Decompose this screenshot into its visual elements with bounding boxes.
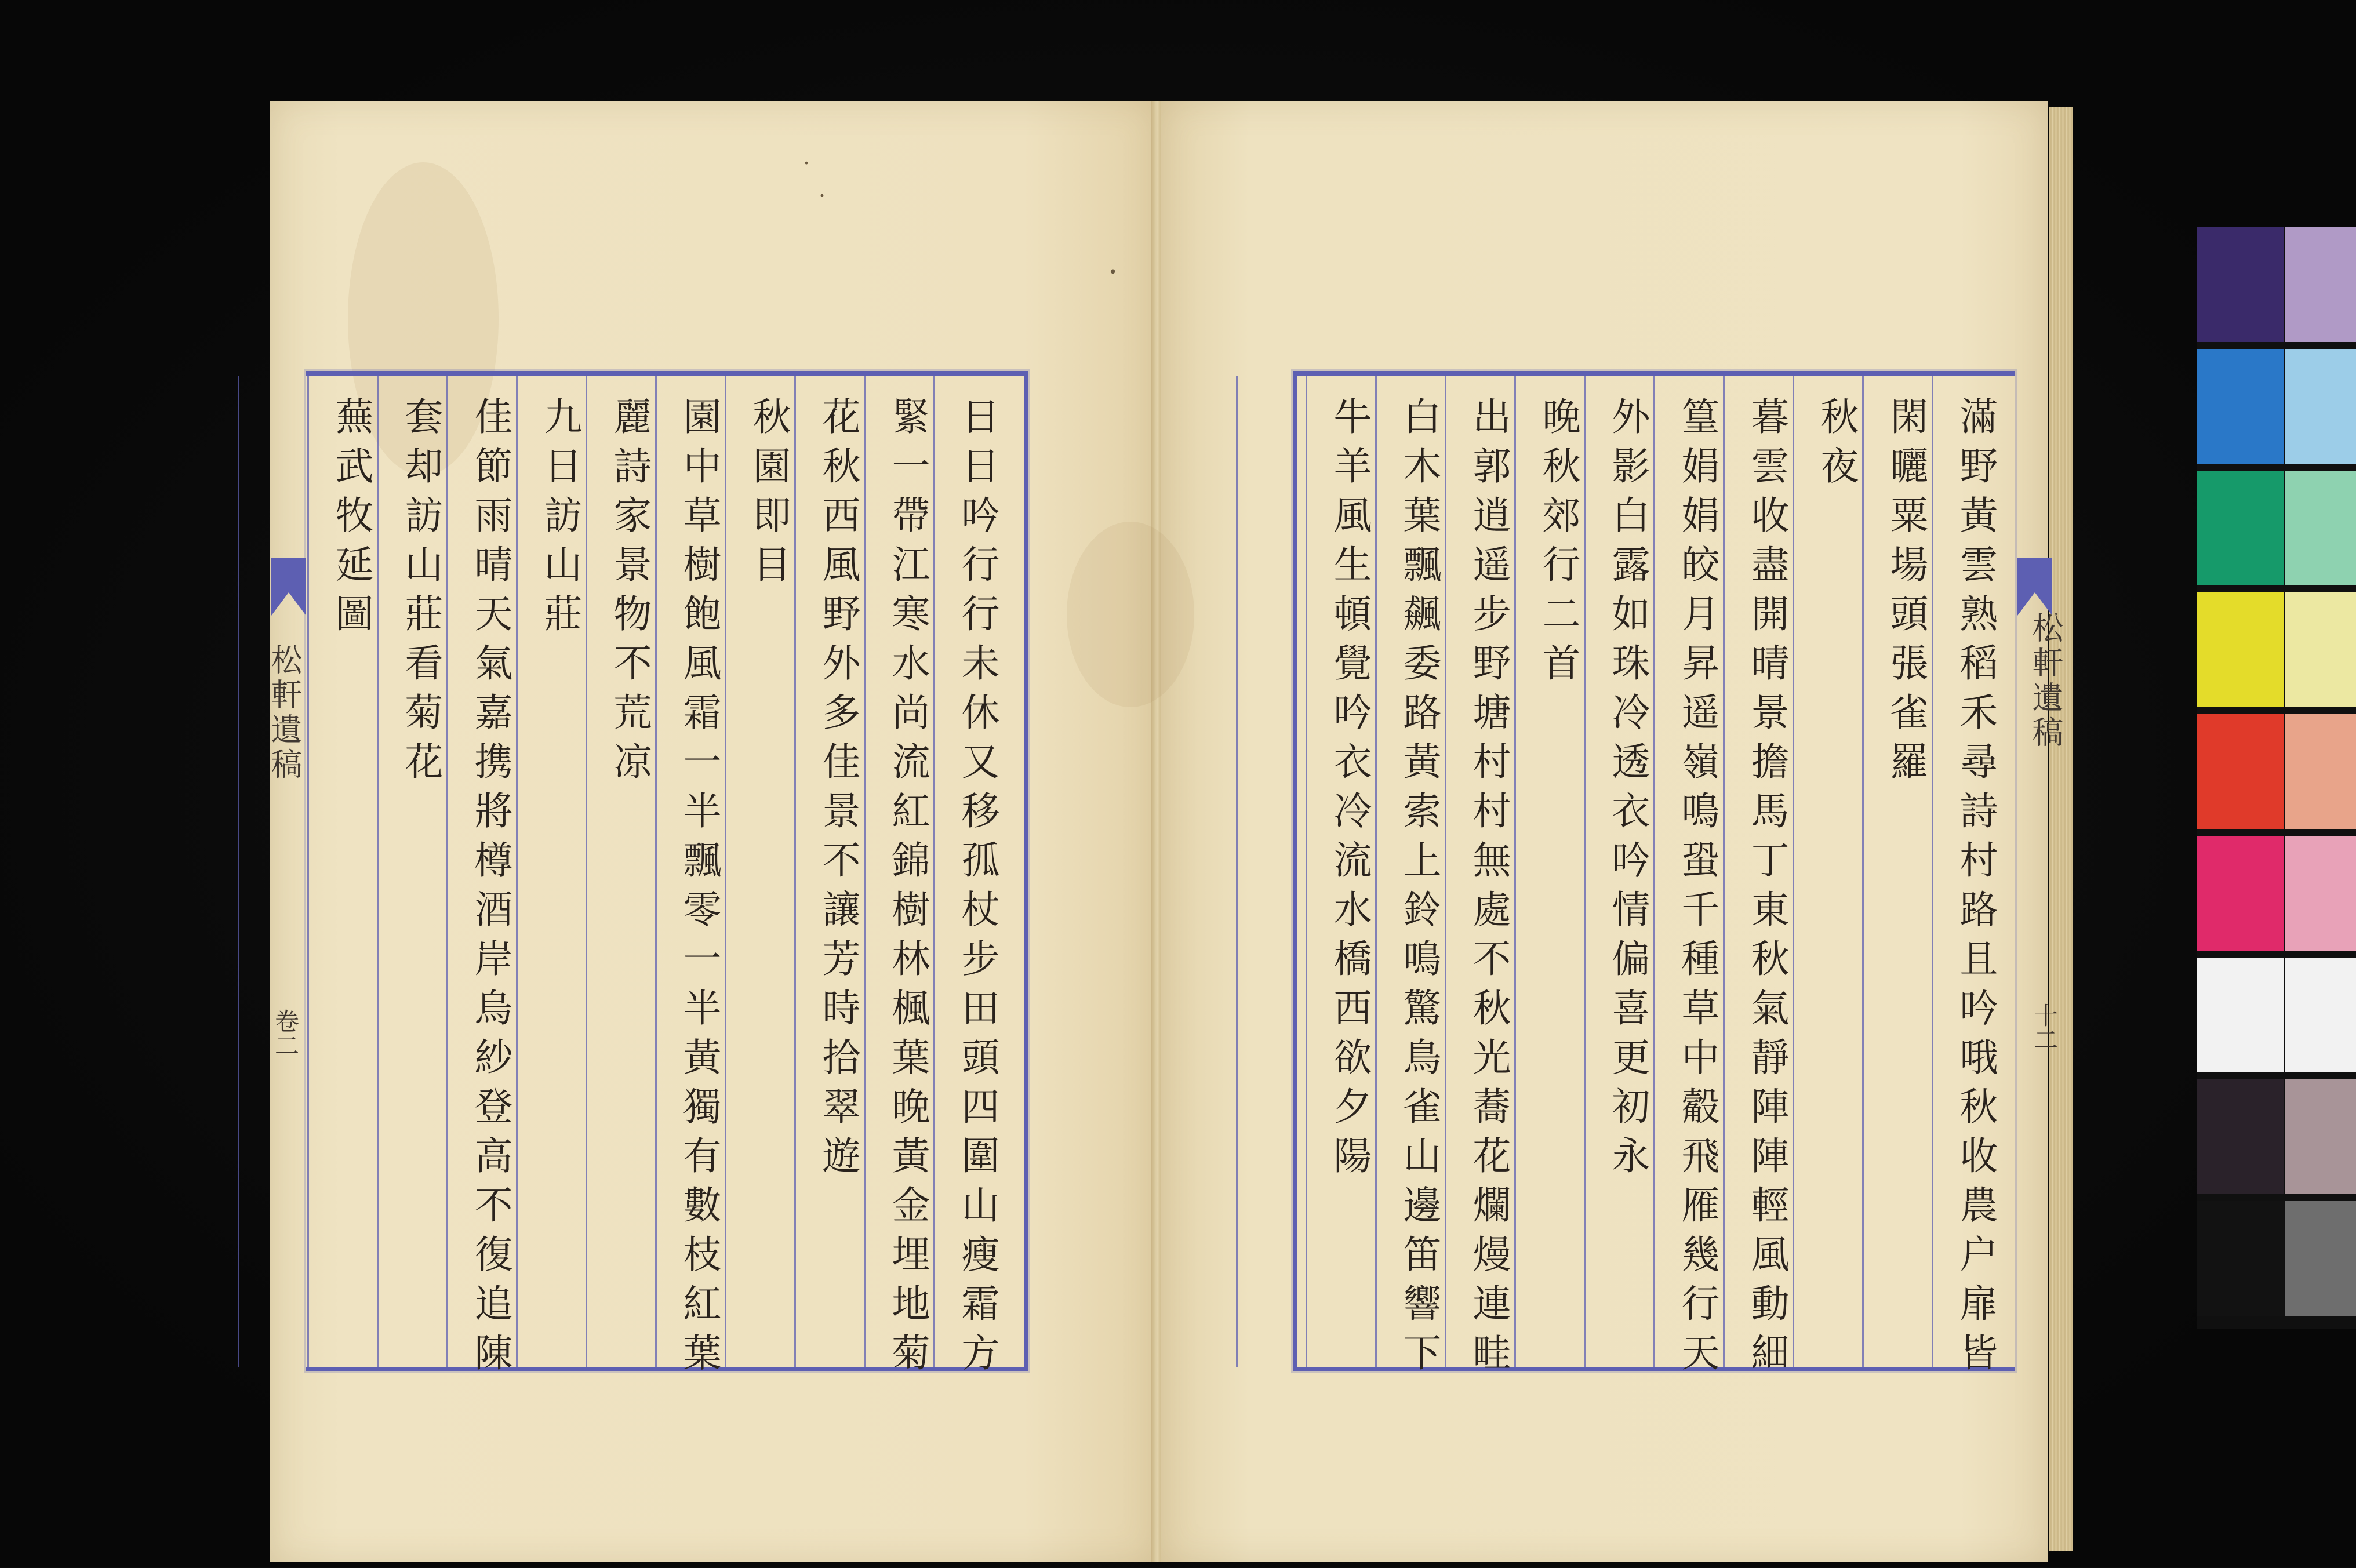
text-column: 秋園即目 [746,396,791,594]
text-column: 出郭逍遥步野塘村村無處不秋光蕎花爛熳連畦 [1466,396,1511,1382]
paper-speck: • [1108,264,1118,281]
text-column: 閑曬粟場頭張雀羅 [1884,396,1928,791]
right-fold-number: 十二 [2030,1003,2059,1052]
column-rule [1236,376,1238,1367]
left-text-frame [306,371,1028,1382]
text-column: 蕪武牧延圖 [329,396,373,643]
left-fold-number: 卷二 [271,1009,300,1057]
color-chip [2285,1201,2356,1316]
color-chip [2197,958,2284,1072]
color-chip [2197,714,2284,829]
color-checker [2197,227,2356,1329]
color-chip [2285,1079,2356,1194]
color-chip [2197,471,2284,585]
color-chip [2285,227,2356,342]
text-column: 外影白露如珠冷透衣吟情偏喜更初永 [1605,396,1650,1185]
color-chip [2197,349,2284,464]
paper-speck: ・ [815,188,830,205]
right-fold-title: 松軒遺稿 [2027,612,2064,751]
paper-stain [1067,522,1194,707]
color-chip [2197,592,2284,707]
text-column: 九日訪山莊 [537,396,582,643]
column-rule [1862,376,1864,1367]
text-column: 篁娟娟皎月昇遥嶺鳴蛩千種草中觳飛雁幾行天 [1675,396,1719,1382]
text-column: 暮雲收盡開晴景擔馬丁東秋氣靜陣陣輕風動細 [1744,396,1789,1382]
column-rule [238,376,239,1367]
column-rule [1306,376,1307,1367]
color-chip [2197,1201,2284,1316]
text-column: 秋夜 [1814,396,1859,495]
text-column: 晚秋郊行二首 [1536,396,1580,692]
right-text-frame [1293,371,2015,1382]
column-rule [307,376,309,1367]
text-column: 園中草樹飽風霜一半飄零一半黃獨有數枝紅葉 [677,396,721,1382]
text-column: 滿野黃雲熟稻禾尋詩村路且吟哦秋收農户扉皆 [1953,396,1998,1382]
text-column: 套却訪山莊看菊花 [398,396,443,791]
text-column: 白木葉飄飆委路黃索上鈴鳴驚鳥雀山邊笛響下 [1397,396,1441,1382]
text-column: 佳節雨晴天氣嘉携將樽酒岸烏紗登高不復追陳 [468,396,512,1382]
color-chip [2285,714,2356,829]
color-chip [2285,471,2356,585]
page-edges [2049,107,2073,1551]
color-chip [2285,592,2356,707]
color-chip [2197,836,2284,951]
color-chip [2285,958,2356,1072]
text-column: 花秋西風野外多佳景不讓芳時拾翠遊 [816,396,860,1185]
color-chip [2285,836,2356,951]
text-column: 牛羊風生頓覺吟衣冷流水橋西欲夕陽 [1327,396,1372,1185]
color-chip [2197,1079,2284,1194]
color-chip [2285,349,2356,464]
left-fold-title: 松軒遺稿 [266,643,303,783]
color-chip [2197,227,2284,342]
text-column: 緊一帶江寒水尚流紅錦樹林楓葉晚黃金埋地菊 [885,396,930,1382]
text-column: 日日吟行行未休又移孤杖步田頭四圍山瘦霜方 [955,396,999,1382]
text-column: 麗詩家景物不荒凉 [607,396,652,791]
paper-speck: ・ [799,155,815,173]
